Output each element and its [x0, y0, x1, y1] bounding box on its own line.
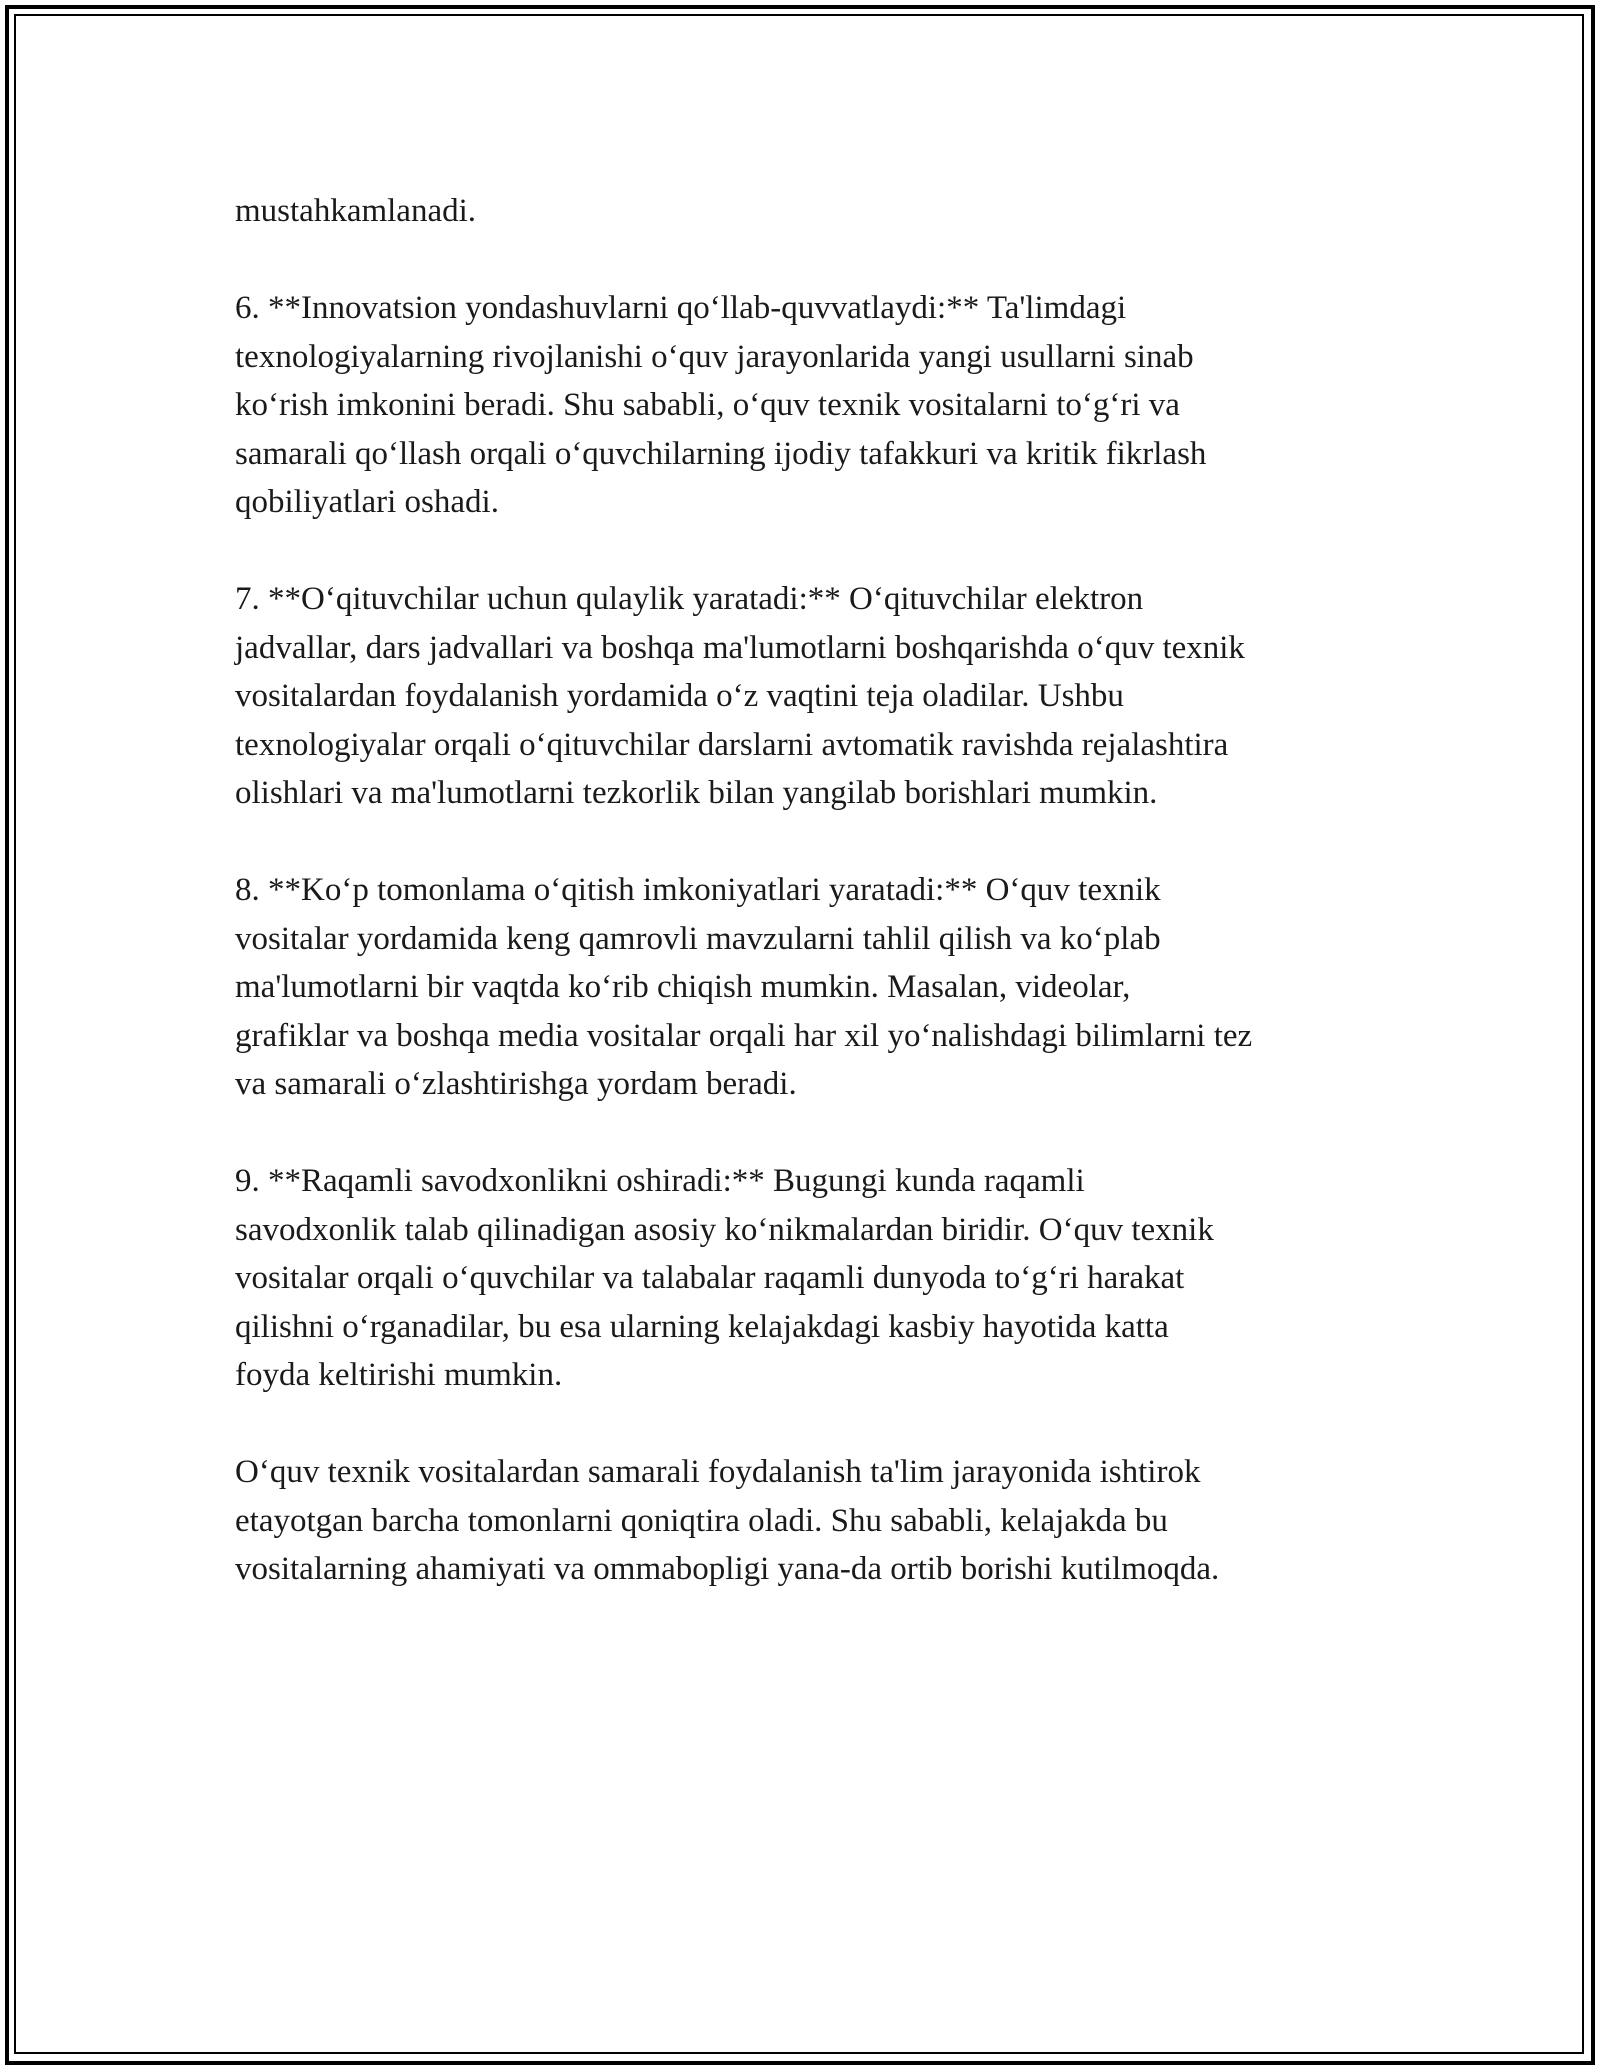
text-line: qobiliyatlari oshadi.: [235, 484, 499, 520]
text-line: grafiklar va boshqa media vositalar orqali har xil yo‘nalishdagi bilimlarni tez: [235, 1017, 1253, 1054]
text-line: vositalar yordamida keng qamrovli mavzularni tahlil qilish va ko‘plab: [235, 920, 1161, 957]
paragraph-continuation: [235, 187, 1375, 236]
text-line: jadvallar, dars jadvallari va boshqa ma'lumotlarni boshqarishda o‘quv texnik: [235, 629, 1245, 666]
text-line: 8. **Ko‘p tomonlama o‘qitish imkoniyatlari yaratadi:** O‘quv texnik: [235, 872, 1161, 908]
document-body: [235, 187, 1375, 1642]
text-line: ma'lumotlarni bir vaqtda ko‘rib chiqish mumkin. Masalan, videolar,: [235, 969, 1131, 1005]
paragraph-conclusion: [235, 1448, 1375, 1594]
list-item-9: [235, 1157, 1375, 1400]
list-item-6: [235, 284, 1375, 527]
text-line: vositalar orqali o‘quvchilar va talabalar raqamli dunyoda to‘g‘ri harakat: [235, 1260, 1185, 1296]
text-line: foyda keltirishi mumkin.: [235, 1357, 563, 1393]
text-line: savodxonlik talab qilinadigan asosiy ko‘nikmalardan biridir. O‘quv texnik: [235, 1211, 1214, 1248]
text-line: 9. **Raqamli savodxonlikni oshiradi:** Bugungi kunda raqamli: [235, 1163, 1085, 1199]
text-line: vositalarning ahamiyati va ommabopligi yana-da ortib borishi kutilmoqda.: [235, 1551, 1220, 1587]
text-line: etayotgan barcha tomonlarni qoniqtira oladi. Shu sababli, kelajakda bu: [235, 1502, 1168, 1539]
text-line: samarali qo‘llash orqali o‘quvchilarning ijodiy tafakkuri va kritik fikrlash: [235, 435, 1207, 472]
text-line: 7. **O‘qituvchilar uchun qulaylik yaratadi:** O‘qituvchilar elektron: [235, 581, 1144, 617]
text-line: vositalardan foydalanish yordamida o‘z vaqtini teja oladilar. Ushbu: [235, 678, 1124, 714]
text-line: mustahkamlanadi.: [235, 193, 477, 229]
text-line: olishlari va ma'lumotlarni tezkorlik bilan yangilab borishlari mumkin.: [235, 775, 1158, 811]
text-line: texnologiyalar orqali o‘qituvchilar darslarni avtomatik ravishda rejalashtira: [235, 726, 1229, 763]
text-line: O‘quv texnik vositalardan samarali foydalanish ta'lim jarayonida ishtirok: [235, 1454, 1201, 1490]
list-item-7: [235, 575, 1375, 818]
text-line: ko‘rish imkonini beradi. Shu sababli, o‘quv texnik vositalarni to‘g‘ri va: [235, 387, 1180, 423]
text-line: va samarali o‘zlashtirishga yordam beradi.: [235, 1066, 797, 1102]
list-item-8: [235, 866, 1375, 1109]
text-line: qilishni o‘rganadilar, bu esa ularning kelajakdagi kasbiy hayotida katta: [235, 1308, 1169, 1345]
text-line: 6. **Innovatsion yondashuvlarni qo‘llab-quvvatlaydi:** Ta'limdagi: [235, 290, 1127, 326]
text-line: texnologiyalarning rivojlanishi o‘quv jarayonlarida yangi usullarni sinab: [235, 338, 1194, 375]
